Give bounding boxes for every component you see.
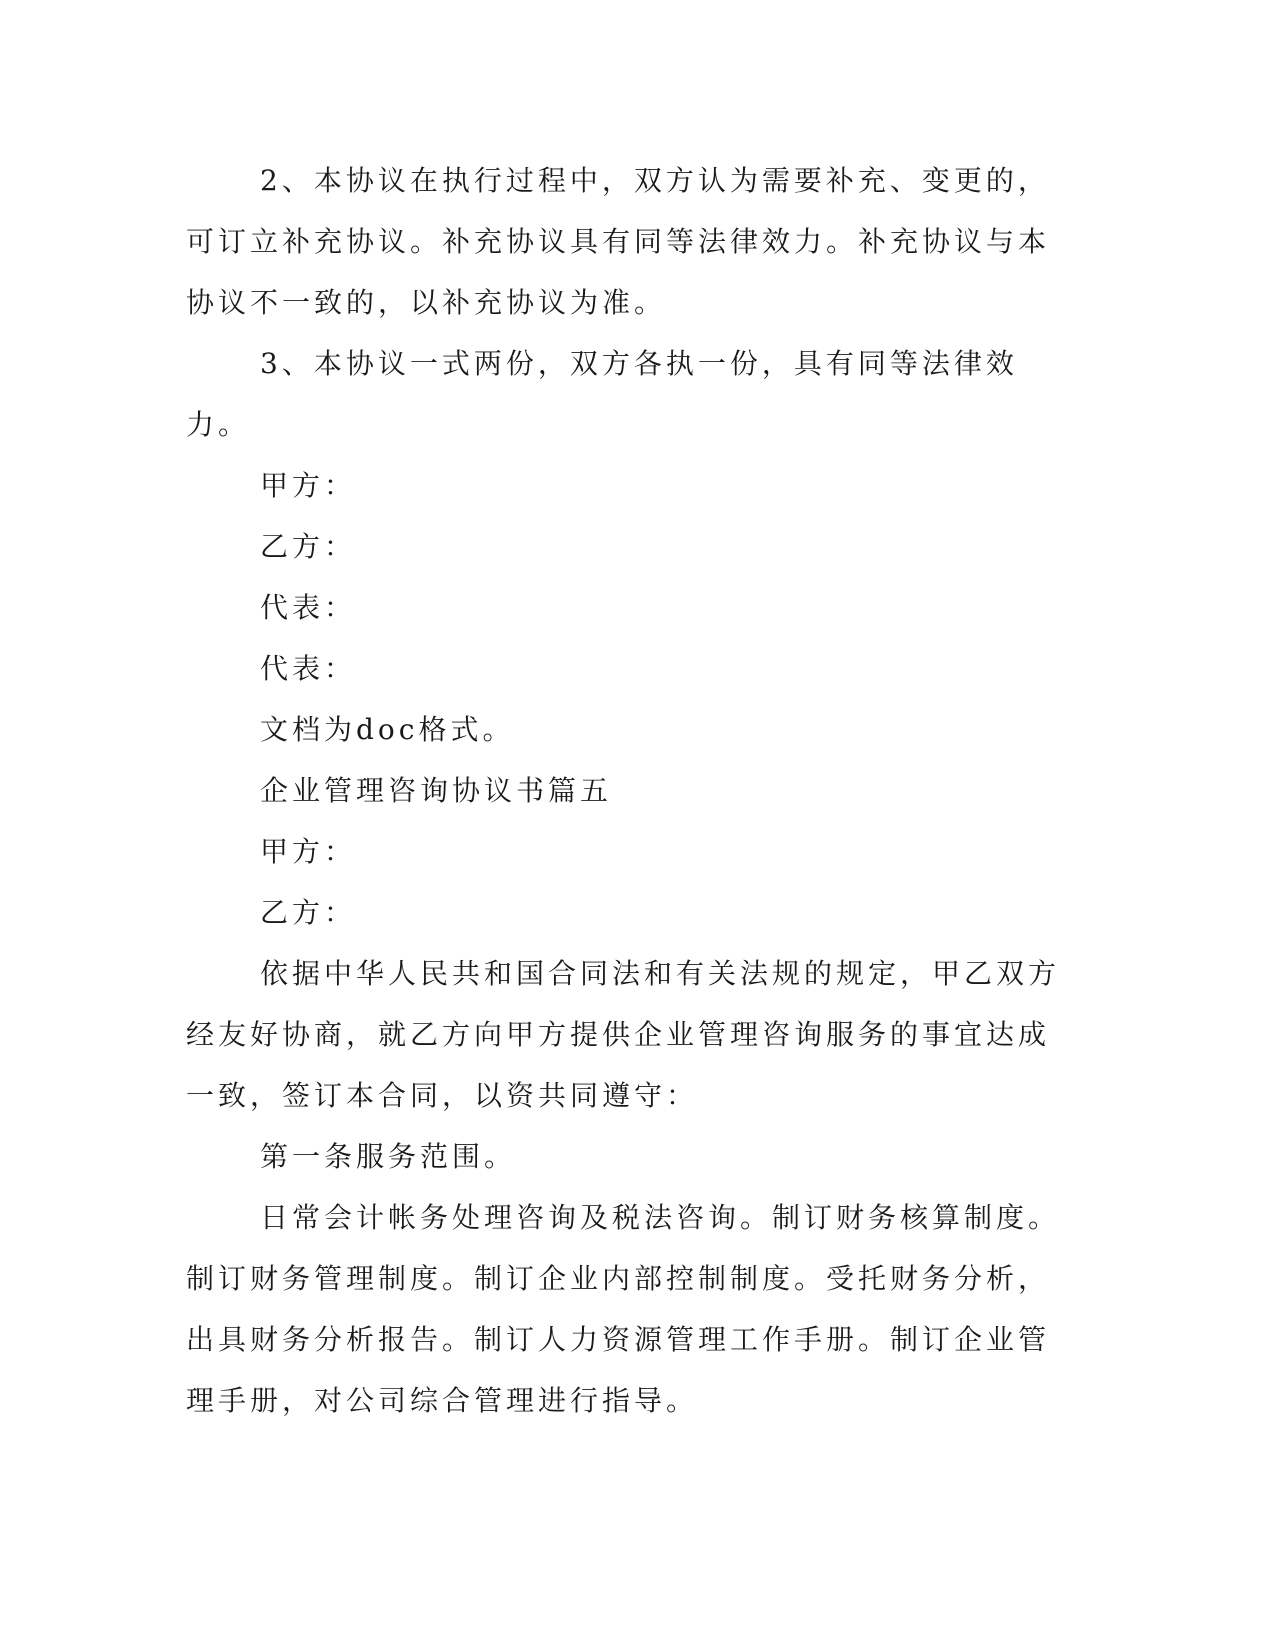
party-a-label: 甲方： (260, 835, 357, 868)
section-title: 企业管理咨询协议书篇五 (260, 774, 613, 807)
clause-2-paragraph: 2、本协议在执行过程中，双方认为需要补充、变更的，可订立补充协议。补充协议具有同等法律效力。补充协议与本协议不一致的，以补充协议为准。 (186, 164, 1051, 319)
service-scope-paragraph: 日常会计帐务处理咨询及税法咨询。制订财务核算制度。制订财务管理制度。制订企业内部控制制度。受托财务分析，出具财务分析报告。制订人力资源管理工作手册。制订企业管理手册，对公司综合管理进行指导。 (186, 1201, 1061, 1417)
party-a-label: 甲方： (260, 469, 357, 502)
article-1-heading: 第一条服务范围。 (260, 1140, 517, 1173)
representative-label: 代表： (260, 652, 357, 685)
format-note: 文档为doc格式。 (260, 713, 515, 746)
party-b-label: 乙方： (260, 530, 357, 563)
preamble-paragraph: 依据中华人民共和国合同法和有关法规的规定，甲乙双方经友好协商，就乙方向甲方提供企业管理咨询服务的事宜达成一致，签订本合同，以资共同遵守： (186, 957, 1061, 1112)
representative-label: 代表： (260, 591, 357, 624)
clause-3-paragraph: 3、本协议一式两份，双方各执一份，具有同等法律效力。 (186, 347, 1018, 441)
document-body (186, 150, 1066, 1431)
party-b-label: 乙方： (260, 896, 357, 929)
